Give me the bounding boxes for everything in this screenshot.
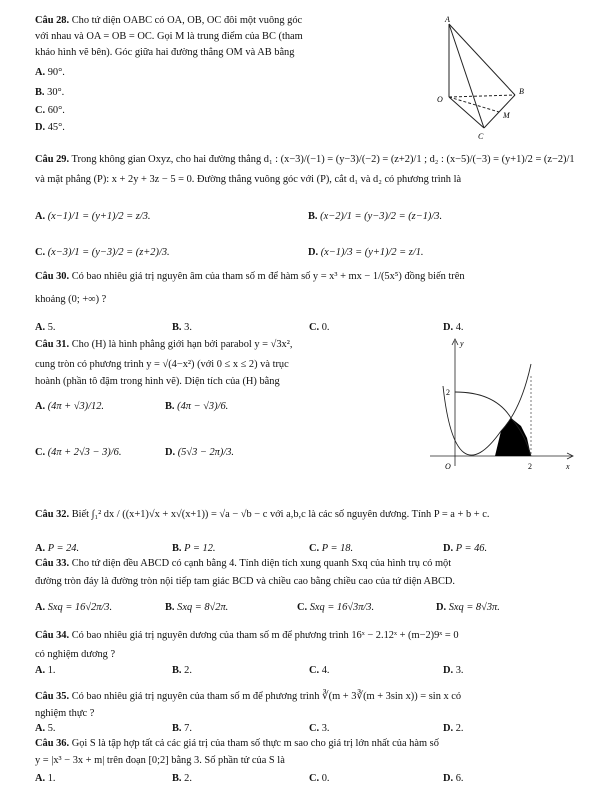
answer-c[interactable]: C. (4π + 2√3 − 3)/6. <box>35 447 122 458</box>
question-36 <box>35 737 555 767</box>
question-33 <box>35 557 555 588</box>
answer-c[interactable]: C. (x−3)/1 = (y−3)/2 = (z+2)/3. <box>35 247 170 258</box>
question-text-line: Có bao nhiêu giá trị nguyên dương của tham số m để phương trình 16ˣ − 2.12ˣ + (m−2)9ˣ = 0 <box>71 630 459 641</box>
point-label-m: M <box>503 111 510 120</box>
answer-c[interactable]: C. 3. <box>309 723 330 734</box>
question-34 <box>35 629 555 661</box>
answer-b[interactable]: B. (4π − √3)/6. <box>165 401 229 412</box>
answer-b[interactable]: B. 3. <box>172 322 192 333</box>
answer-b[interactable]: B. 2. <box>172 665 192 676</box>
point-label-o: O <box>437 95 443 104</box>
answer-d[interactable]: D. Sxq = 8√3π. <box>436 602 500 613</box>
question-number: Câu 29. <box>35 154 70 165</box>
y-axis-label: y <box>460 339 464 348</box>
answer-c[interactable]: C. P = 18. <box>309 543 354 554</box>
answer-a[interactable]: A. Sxq = 16√2π/3. <box>35 602 113 613</box>
question-text-line: Có bao nhiêu giá trị nguyên của tham số m để phương trình ∛(m + 3∛(m + 3sin x)) = sin x có <box>71 691 462 702</box>
question-text-line: hoành (phần tô đậm trong hình vẽ). Diện tích của (H) bằng <box>35 376 280 387</box>
shaded-region-h <box>495 418 531 456</box>
question-text-line: Cho tứ diện đều ABCD có cạnh bằng 4. Tính diện tích xung quanh Sxq của hình trụ có một <box>71 558 452 569</box>
question-text-line: Cho tứ diện OABC có OA, OB, OC đôi một vuông góc <box>71 15 303 26</box>
question-text-line: có nghiệm dương ? <box>35 649 116 660</box>
question-number: Câu 30. <box>35 271 70 282</box>
answer-d[interactable]: D. P = 46. <box>443 543 488 554</box>
question-text-line: Cho (H) là hình phẳng giới hạn bởi parabol y = √3x², <box>71 339 293 350</box>
answer-d[interactable]: D. (5√3 − 2π)/3. <box>165 447 235 458</box>
answer-c[interactable]: C. 60°. <box>35 105 65 116</box>
question-number: Câu 33. <box>35 558 70 569</box>
answer-a[interactable]: A. (x−1)/1 = (y+1)/2 = z/3. <box>35 211 151 222</box>
question-35 <box>35 690 555 720</box>
answer-b[interactable]: B. (x−2)/1 = (y−3)/2 = (z−1)/3. <box>308 211 443 222</box>
question-number: Câu 32. <box>35 509 70 520</box>
question-number: Câu 36. <box>35 738 70 749</box>
tetrahedron-figure <box>415 12 565 142</box>
point-label-a: A <box>445 15 450 24</box>
question-text-line: khoảng (0; +∞) ? <box>35 294 107 305</box>
answer-a[interactable]: A. (4π + √3)/12. <box>35 401 105 412</box>
answer-a[interactable]: A. 5. <box>35 322 56 333</box>
point-label-c: C <box>478 132 484 141</box>
question-text-line: nghiệm thực ? <box>35 708 95 719</box>
answer-d[interactable]: D. 3. <box>443 665 464 676</box>
answer-c[interactable]: C. 0. <box>309 322 330 333</box>
question-text-line: y = |x³ − 3x + m| trên đoạn [0;2] bằng 3. Số phần tử của S là <box>35 755 285 766</box>
question-number: Câu 28. <box>35 15 70 26</box>
question-text-line: Biết ∫₁² dx / ((x+1)√x + x√(x+1)) = √a − √b − c với a,b,c là các số nguyên dương. Tính P = a + b + c. <box>71 509 490 520</box>
question-text-line: và mặt phẳng (P): x + 2y + 3z − 5 = 0. Đường thẳng vuông góc với (P), cắt d₁ và d₂ có phương trình là <box>35 174 462 185</box>
answer-a[interactable]: A. 90°. <box>35 67 65 78</box>
tick-label-x: 2 <box>528 462 532 471</box>
answer-d[interactable]: D. 2. <box>443 723 464 734</box>
answer-c[interactable]: C. 0. <box>309 773 330 784</box>
answer-b[interactable]: B. 2. <box>172 773 192 784</box>
answer-d[interactable]: D. 45°. <box>35 122 65 133</box>
answer-b[interactable]: B. 7. <box>172 723 192 734</box>
question-number: Câu 31. <box>35 339 70 350</box>
answer-b[interactable]: B. Sxq = 8√2π. <box>165 602 229 613</box>
question-number: Câu 35. <box>35 691 70 702</box>
answer-a[interactable]: A. P = 24. <box>35 543 80 554</box>
answer-c[interactable]: C. 4. <box>309 665 330 676</box>
question-text-line: đường tròn đáy là đường tròn nội tiếp tam giác BCD và chiều cao bằng chiều cao của tứ diện ABCD. <box>35 576 456 587</box>
question-29 <box>35 153 575 186</box>
answer-d[interactable]: D. (x−1)/3 = (y+1)/2 = z/1. <box>308 247 424 258</box>
question-text-line: khảo hình vẽ bên). Góc giữa hai đường thẳng OM và AB bằng <box>35 47 295 58</box>
answer-d[interactable]: D. 4. <box>443 322 464 333</box>
area-figure <box>425 336 575 476</box>
x-axis-label: x <box>566 462 570 471</box>
question-number: Câu 34. <box>35 630 70 641</box>
answer-b[interactable]: B. 30°. <box>35 87 65 98</box>
question-text-line: Trong không gian Oxyz, cho hai đường thẳng d₁ : (x−3)/(−1) = (y−3)/(−2) = (z+2)/1 ; d₂ : (x−5)/(−3) = (y+1)/2 = (z−2)/1 <box>71 154 575 165</box>
origin-label: O <box>445 462 451 471</box>
question-30 <box>35 270 555 306</box>
question-text-line: cung tròn có phương trình y = √(4−x²) (với 0 ≤ x ≤ 2) và trục <box>35 359 289 370</box>
answer-d[interactable]: D. 6. <box>443 773 464 784</box>
question-text-line: Có bao nhiêu giá trị nguyên âm của tham số m để hàm số y = x³ + mx − 1/(5x⁵) đồng biến trên <box>71 271 465 282</box>
answer-c[interactable]: C. Sxq = 16√3π/3. <box>297 602 375 613</box>
question-text-line: với nhau và OA = OB = OC. Gọi M là trung điểm của BC (tham <box>35 31 303 42</box>
tick-label-y: 2 <box>446 388 450 397</box>
answer-a[interactable]: A. 5. <box>35 723 56 734</box>
point-label-b: B <box>519 87 524 96</box>
answer-a[interactable]: A. 1. <box>35 773 56 784</box>
answer-b[interactable]: B. P = 12. <box>172 543 216 554</box>
answer-a[interactable]: A. 1. <box>35 665 56 676</box>
question-text-line: Gọi S là tập hợp tất cả các giá trị của tham số thực m sao cho giá trị lớn nhất của hàm số <box>71 738 439 749</box>
question-32 <box>35 508 555 521</box>
